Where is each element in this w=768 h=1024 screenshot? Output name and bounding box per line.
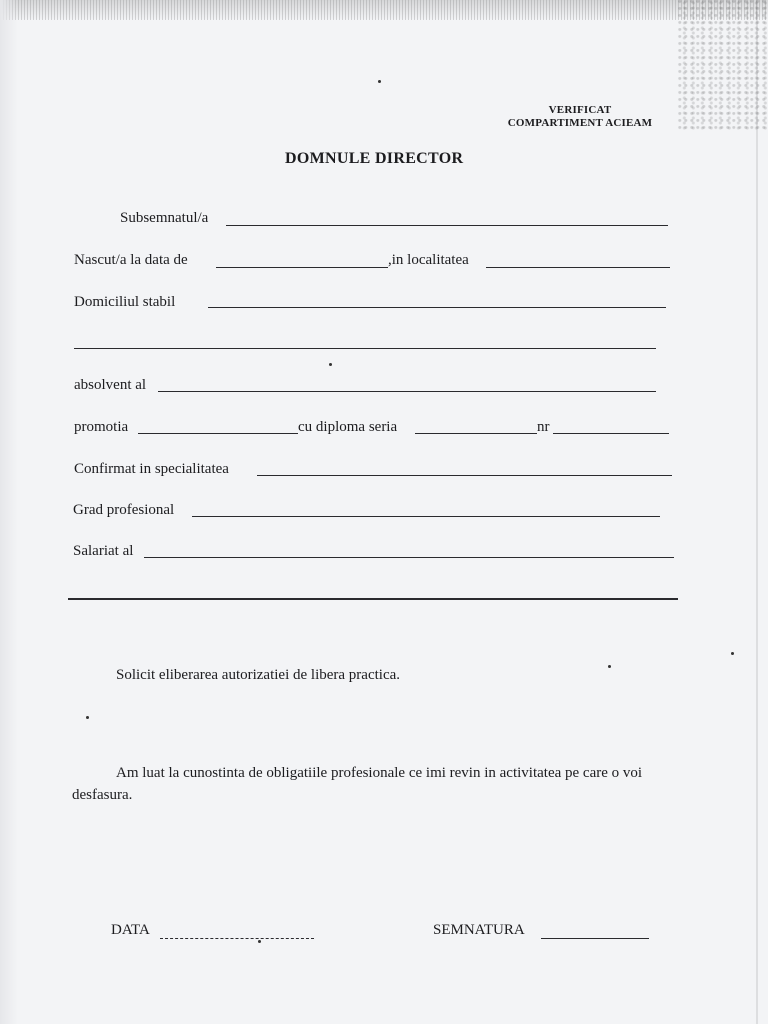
scan-speck [731, 652, 734, 655]
scan-edge-right [756, 0, 758, 1024]
blank-salariat[interactable] [144, 557, 674, 558]
acknowledge-paragraph: Am luat la cunostinta de obligatiile profesionale ce imi revin in activitatea pe care o voi desfasura. [72, 765, 643, 803]
scan-noise-corner [678, 0, 768, 130]
label-grad: Grad profesional [73, 502, 175, 518]
label-promotia: promotia [74, 419, 129, 435]
request-paragraph: Solicit eliberarea autorizatiei de libera practica. [116, 667, 401, 683]
blank-data-nasterii[interactable] [216, 267, 388, 268]
page-title: DOMNULE DIRECTOR [285, 150, 464, 167]
scan-speck [608, 665, 611, 668]
stamp-line-verificat: VERIFICAT [548, 104, 612, 116]
stamp-line-compartiment: COMPARTIMENT ACIEAM [507, 117, 653, 129]
blank-grad[interactable] [192, 516, 660, 517]
label-subsemnatul: Subsemnatul/a [120, 210, 209, 226]
blank-localitatea[interactable] [486, 267, 670, 268]
blank-promotia[interactable] [138, 433, 298, 434]
blank-domiciliul-cont[interactable] [74, 348, 656, 349]
label-data: DATA [111, 922, 150, 938]
label-salariat: Salariat al [73, 543, 134, 559]
scan-speck [378, 80, 381, 83]
label-localitatea: ,in localitatea [388, 252, 469, 268]
blank-salariat-cont[interactable] [68, 598, 678, 600]
label-semnatura: SEMNATURA [433, 922, 525, 938]
scan-speck [329, 363, 332, 366]
label-nr: nr [537, 419, 550, 435]
blank-domiciliul[interactable] [208, 307, 666, 308]
label-domiciliul: Domiciliul stabil [74, 294, 176, 310]
label-confirmat: Confirmat in specialitatea [74, 461, 229, 477]
blank-specialitatea[interactable] [257, 475, 672, 476]
scan-speck [258, 940, 261, 943]
blank-absolvent[interactable] [158, 391, 656, 392]
blank-nr[interactable] [553, 433, 669, 434]
scan-edge-left [0, 0, 18, 1024]
label-nascut: Nascut/a la data de [74, 252, 188, 268]
blank-semnatura[interactable] [541, 938, 649, 939]
blank-diploma-seria[interactable] [415, 433, 537, 434]
label-diploma-seria: cu diploma seria [298, 419, 398, 435]
verification-stamp [505, 104, 655, 130]
blank-subsemnatul[interactable] [226, 225, 668, 226]
blank-data[interactable] [160, 938, 314, 939]
label-absolvent: absolvent al [74, 377, 147, 393]
scan-speck [86, 716, 89, 719]
scan-noise-top [0, 0, 768, 20]
